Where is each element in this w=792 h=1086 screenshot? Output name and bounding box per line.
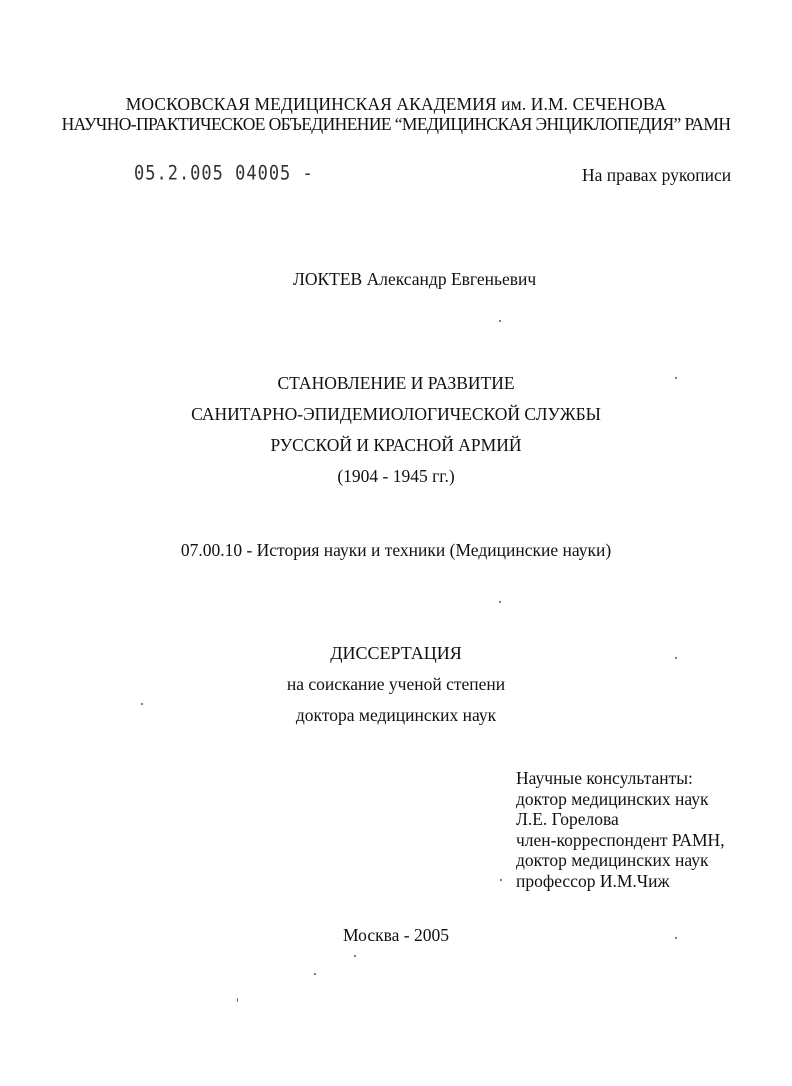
- dissertation-degree-line-2: доктора медицинских наук: [295, 705, 497, 725]
- author-name: ЛОКТЕВ Александр Евгеньевич: [293, 269, 537, 289]
- title-line-1: СТАНОВЛЕНИЕ И РАЗВИТИЕ: [277, 373, 515, 393]
- consultant-line: доктор медицинских наук: [516, 788, 709, 809]
- consultants-block: [516, 768, 725, 892]
- dissertation-heading: ДИССЕРТАЦИЯ: [330, 643, 462, 663]
- title-line-3: РУССКОЙ И КРАСНОЙ АРМИЙ: [270, 435, 522, 455]
- consultant-line: член-корреспондент РАМН,: [516, 829, 725, 850]
- specialty-code: 07.00.10 - История науки и техники (Медицинские науки): [180, 540, 612, 560]
- consultant-line: Л.Е. Горелова: [516, 809, 619, 830]
- scan-speck: [237, 998, 238, 1002]
- header-institution-line-2: НАУЧНО-ПРАКТИЧЕСКОЕ ОБЪЕДИНЕНИЕ “МЕДИЦИНСКАЯ ЭНЦИКЛОПЕДИЯ” РАМН: [61, 114, 731, 134]
- title-line-2: САНИТАРНО-ЭПИДЕМИОЛОГИЧЕСКОЙ СЛУЖБЫ: [191, 404, 601, 424]
- scan-speck: [354, 955, 356, 957]
- header-institution-line-1: МОСКОВСКАЯ МЕДИЦИНСКАЯ АКАДЕМИЯ им. И.М. СЕЧЕНОВА: [125, 94, 667, 114]
- scan-speck: [675, 377, 677, 379]
- city-year: Москва - 2005: [343, 925, 449, 945]
- stamp-code: 05.2.005 04005 -: [134, 162, 314, 185]
- scan-speck: [314, 973, 316, 975]
- scan-speck: [675, 937, 677, 939]
- consultant-line: доктор медицинских наук: [516, 850, 709, 871]
- scan-speck: [500, 879, 502, 881]
- rights-note: На правах рукописи: [582, 165, 732, 185]
- scan-speck: [499, 320, 501, 322]
- scan-speck: [675, 657, 677, 659]
- scan-speck: [499, 601, 501, 603]
- scan-speck: [141, 703, 143, 705]
- title-years: (1904 - 1945 гг.): [337, 466, 455, 486]
- dissertation-degree-line-1: на соискание ученой степени: [286, 674, 506, 694]
- consultant-line: профессор И.М.Чиж: [516, 870, 670, 891]
- consultants-heading: Научные консультанты:: [516, 768, 693, 788]
